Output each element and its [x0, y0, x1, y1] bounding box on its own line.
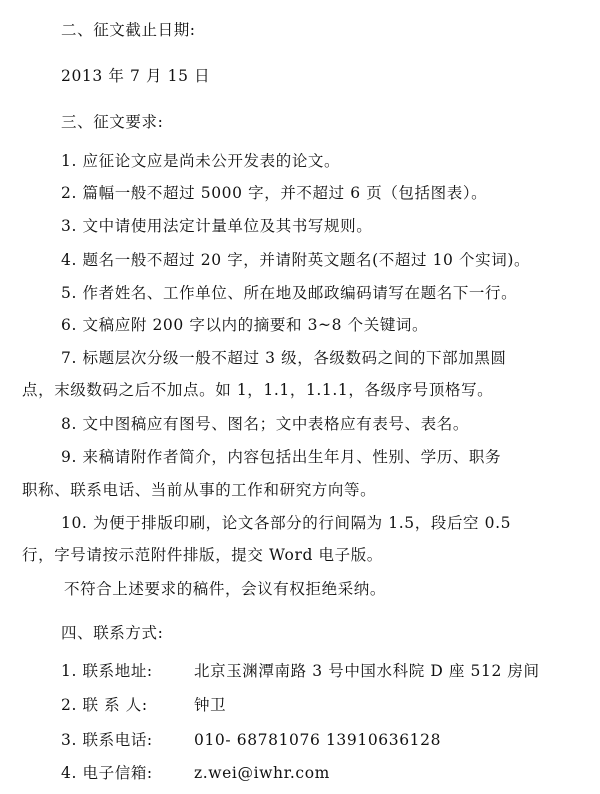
contact-address-row [61, 662, 540, 681]
requirement-item: 6. 文稿应附 200 字以内的摘要和 3~8 个关键词。 [61, 316, 429, 334]
contact-address-value: 北京玉渊潭南路 3 号中国水科院 D 座 512 房间 [194, 662, 540, 680]
contact-person-row [61, 696, 226, 715]
contact-label: 3. 联系电话: [61, 731, 153, 749]
contact-phone-row [61, 731, 441, 750]
requirement-item-continued: 行，字号请按示范附件排版，提交 Word 电子版。 [22, 546, 383, 564]
contact-label: 4. 电子信箱: [61, 764, 153, 782]
contact-person-value: 钟卫 [194, 696, 227, 714]
requirement-item-continued: 点，末级数码之后不加点。如 1，1.1，1.1.1，各级序号顶格写。 [22, 381, 494, 399]
requirement-item: 5. 作者姓名、工作单位、所在地及邮政编码请写在题名下一行。 [61, 284, 518, 302]
section-heading-requirements: 三、征文要求: [61, 113, 164, 131]
requirement-item: 1. 应征论文应是尚未公开发表的论文。 [61, 152, 341, 170]
requirement-item: 3. 文中请使用法定计量单位及其书写规则。 [61, 217, 373, 235]
contact-email-value: z.wei@iwhr.com [194, 764, 330, 782]
deadline-date: 2013 年 7 月 15 日 [61, 67, 211, 85]
requirement-item: 2. 篇幅一般不超过 5000 字，并不超过 6 页（包括图表）。 [61, 184, 488, 202]
contact-phone-value: 010- 68781076 13910636128 [194, 731, 442, 749]
requirement-item: 4. 题名一般不超过 20 字，并请附英文题名(不超过 10 个实词)。 [61, 251, 531, 269]
requirement-item: 7. 标题层次分级一般不超过 3 级，各级数码之间的下部加黑圆 [61, 349, 507, 367]
contact-email-row [61, 764, 330, 783]
contact-label: 1. 联系地址: [61, 662, 153, 680]
section-heading-contact: 四、联系方式: [61, 624, 164, 642]
contact-label: 2. 联 系 人: [61, 696, 148, 714]
requirement-item-continued: 职称、联系电话、当前从事的工作和研究方向等。 [22, 481, 377, 499]
section-heading-deadline: 二、征文截止日期: [61, 21, 196, 39]
requirement-note: 不符合上述要求的稿件，会议有权拒绝采纳。 [64, 580, 387, 598]
requirement-item: 8. 文中图稿应有图号、图名；文中表格应有表号、表名。 [61, 415, 469, 433]
requirement-item: 9. 来稿请附作者简介，内容包括出生年月、性别、学历、职务 [61, 448, 502, 466]
requirement-item: 10. 为便于排版印刷，论文各部分的行间隔为 1.5，段后空 0.5 [61, 514, 512, 532]
